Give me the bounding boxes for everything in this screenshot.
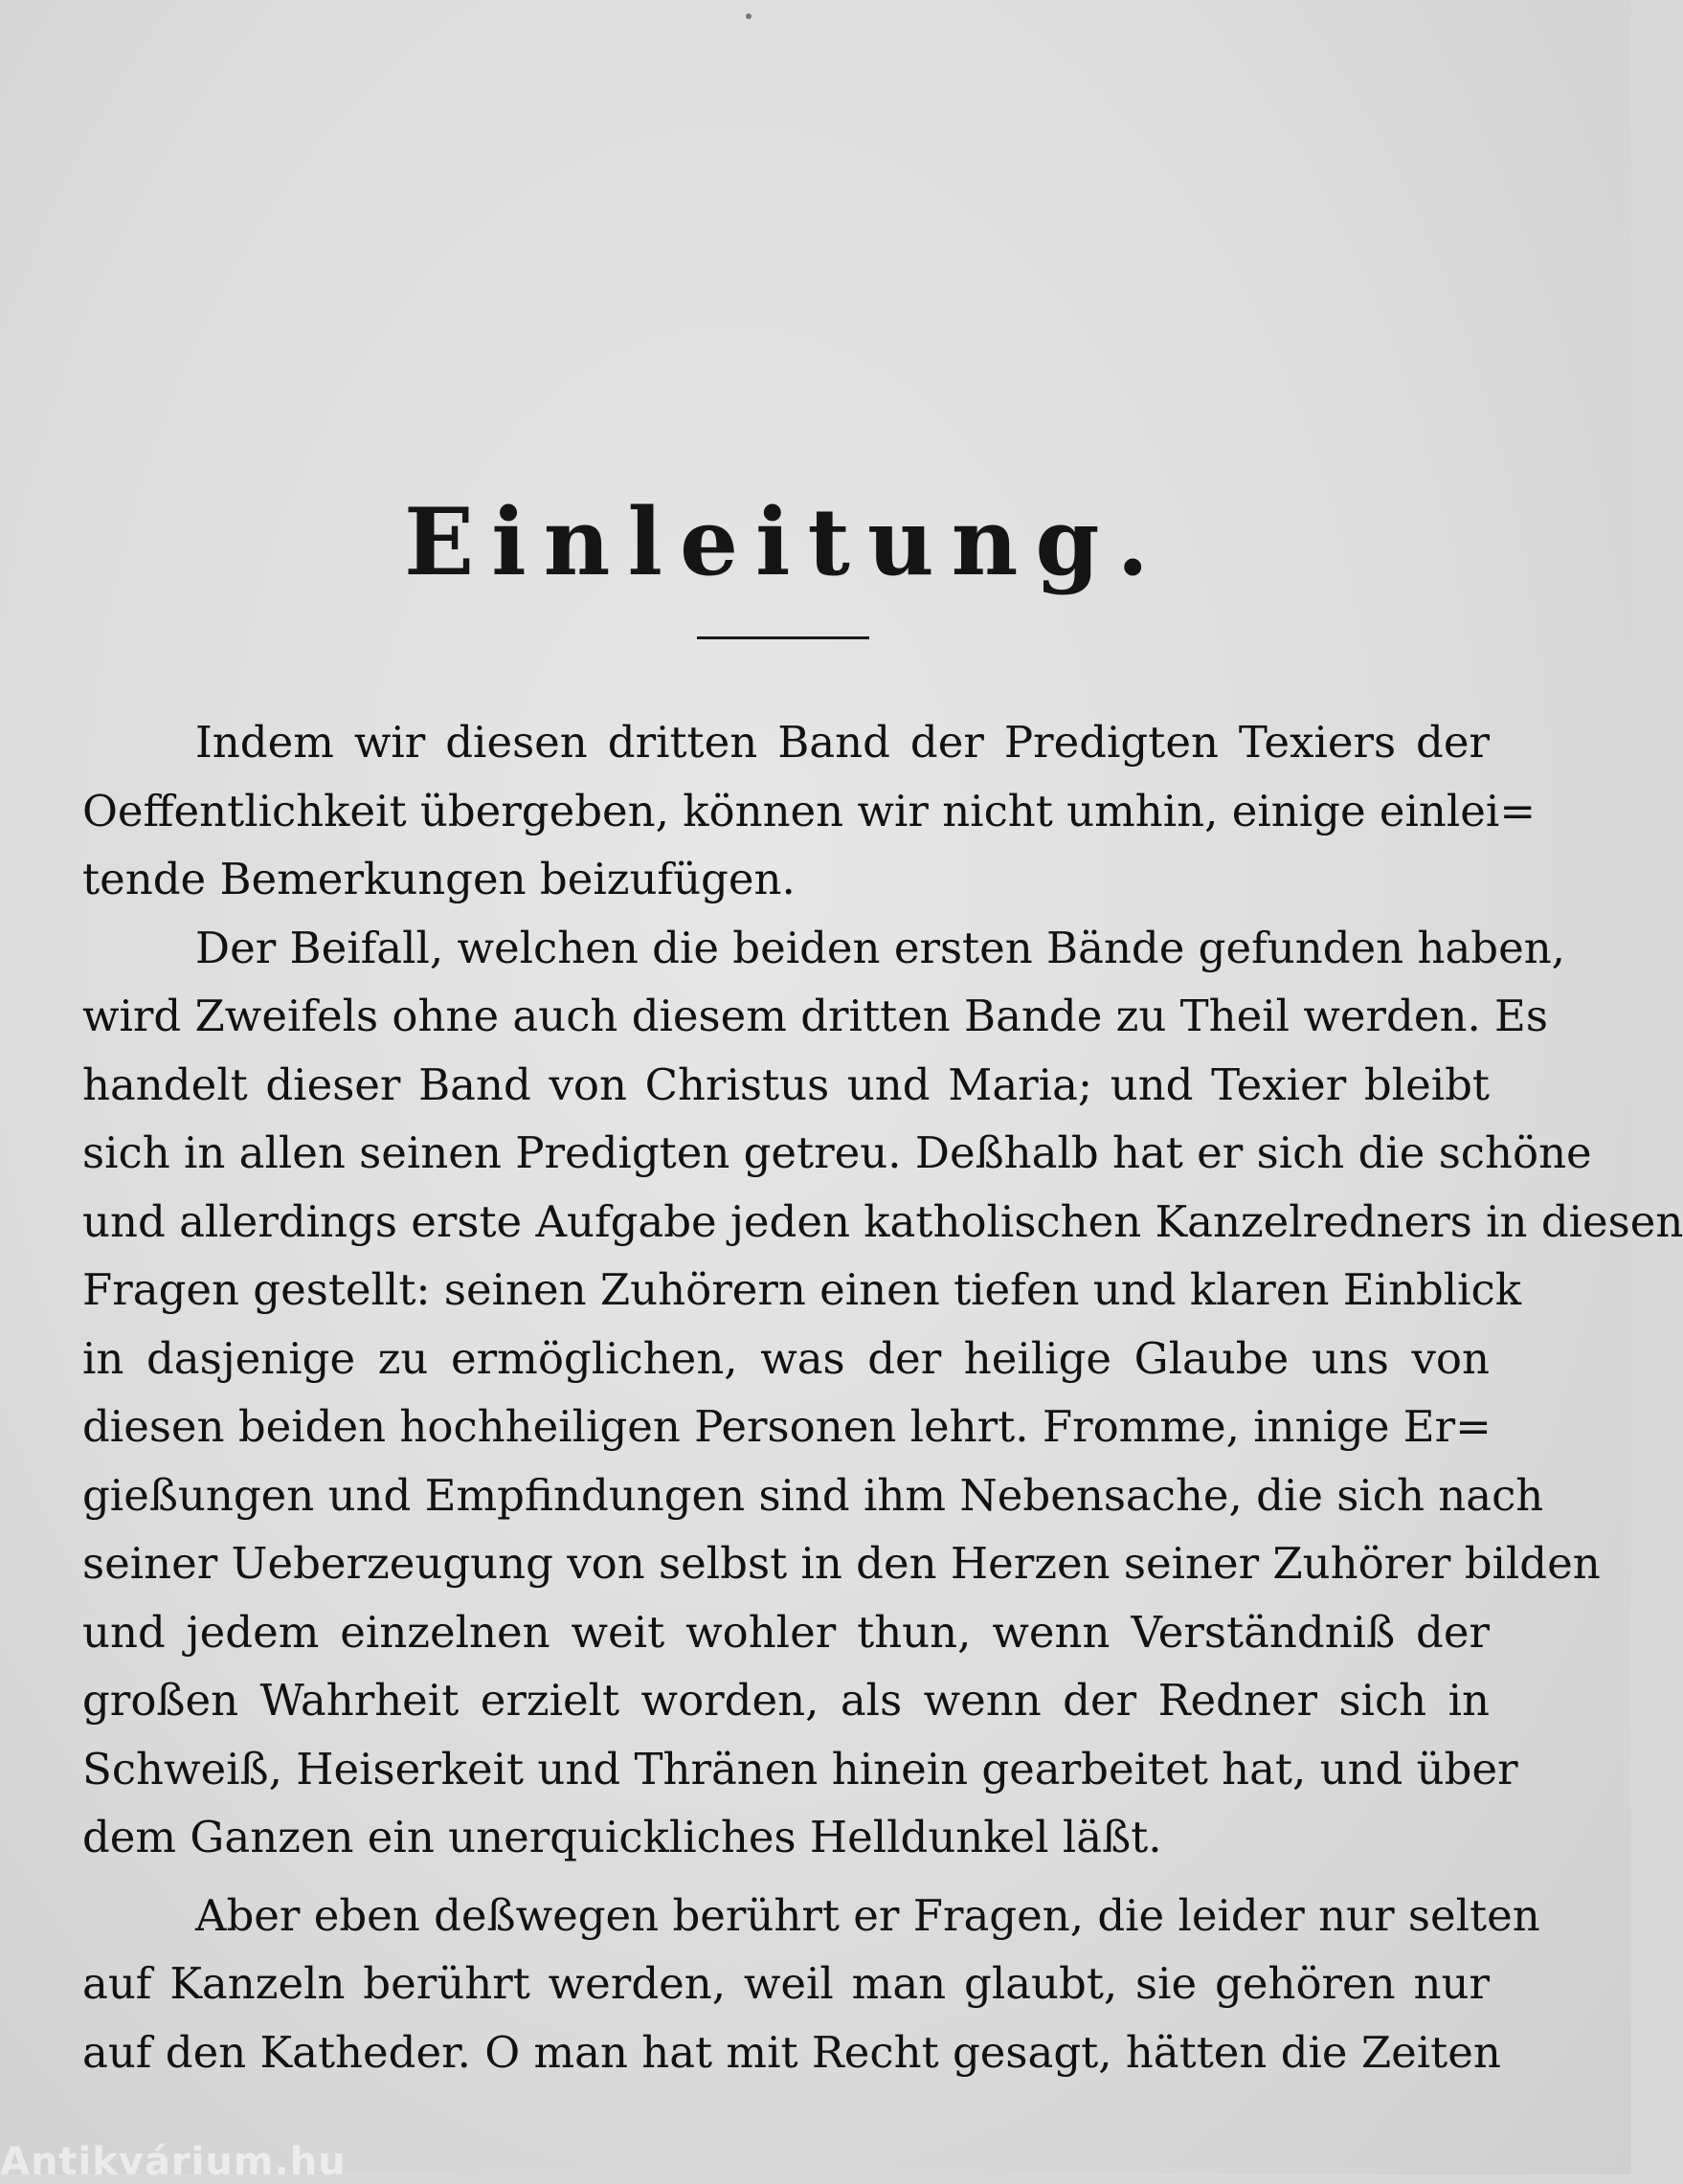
text-line: Oeffentlichkeit übergeben, können wir nicht umhin, einige einlei= [82,785,1537,836]
text-line: handelt dieser Band von Christus und Maria; und Texier bleibt [82,1059,1490,1110]
paragraph-gap [82,1872,1490,1882]
text-line: Der Beifall, welchen die beiden ersten Bände gefunden haben, [195,922,1565,973]
text-line: Schweiß, Heiserkeit und Thränen hinein gearbeitet hat, und über [82,1743,1518,1794]
text-line: sich in allen seinen Predigten getreu. Deßhalb hat er sich die schöne [82,1127,1592,1178]
text-line: Aber eben deßwegen berührt er Fragen, die leider nur selten [195,1889,1540,1941]
paragraph [82,1882,1540,2087]
body-text [82,708,1683,2086]
text-line: und jedem einzelnen weit wohler thun, wenn Verständniß der [82,1606,1490,1658]
text-line: tende Bemerkungen beizufügen. [82,854,796,904]
text-line: großen Wahrheit erzielt worden, als wenn der Redner sich in [82,1675,1490,1726]
text-line: Indem wir diesen dritten Band der Predigten Texiers der [195,717,1490,768]
chapter-title: Einleitung. [404,488,1166,596]
text-line: dem Ganzen ein unerquickliches Helldunkel läßt. [82,1812,1162,1862]
page-speck [746,13,752,19]
watermark-text: Antikvárium.hu [0,2140,347,2184]
text-line: in dasjenige zu ermöglichen, was der heilige Glaube uns von [82,1332,1490,1384]
paragraph [82,708,1537,914]
text-line: auf Kanzeln berührt werden, weil man glaubt, sie gehören nur [82,1958,1490,2009]
text-line: wird Zweifels ohne auch diesem dritten Bande zu Theil werden. Es [82,991,1548,1041]
paragraph [82,914,1683,1872]
title-divider [697,636,869,639]
text-line: diesen beiden hochheiligen Personen lehrt. Fromme, innige Er= [82,1401,1492,1452]
text-line: gießungen und Empfindungen sind ihm Nebensache, die sich nach [82,1469,1544,1521]
text-line: und allerdings erste Aufgabe jeden katholischen Kanzelredners in diesen [82,1195,1683,1247]
text-line: Fragen gestellt: seinen Zuhörern einen tiefen und klaren Einblick [82,1264,1522,1315]
text-line: seiner Ueberzeugung von selbst in den Herzen seiner Zuhörer bilden [82,1538,1601,1589]
text-line: auf den Katheder. O man hat mit Recht gesagt, hätten die Zeiten [82,2026,1501,2078]
